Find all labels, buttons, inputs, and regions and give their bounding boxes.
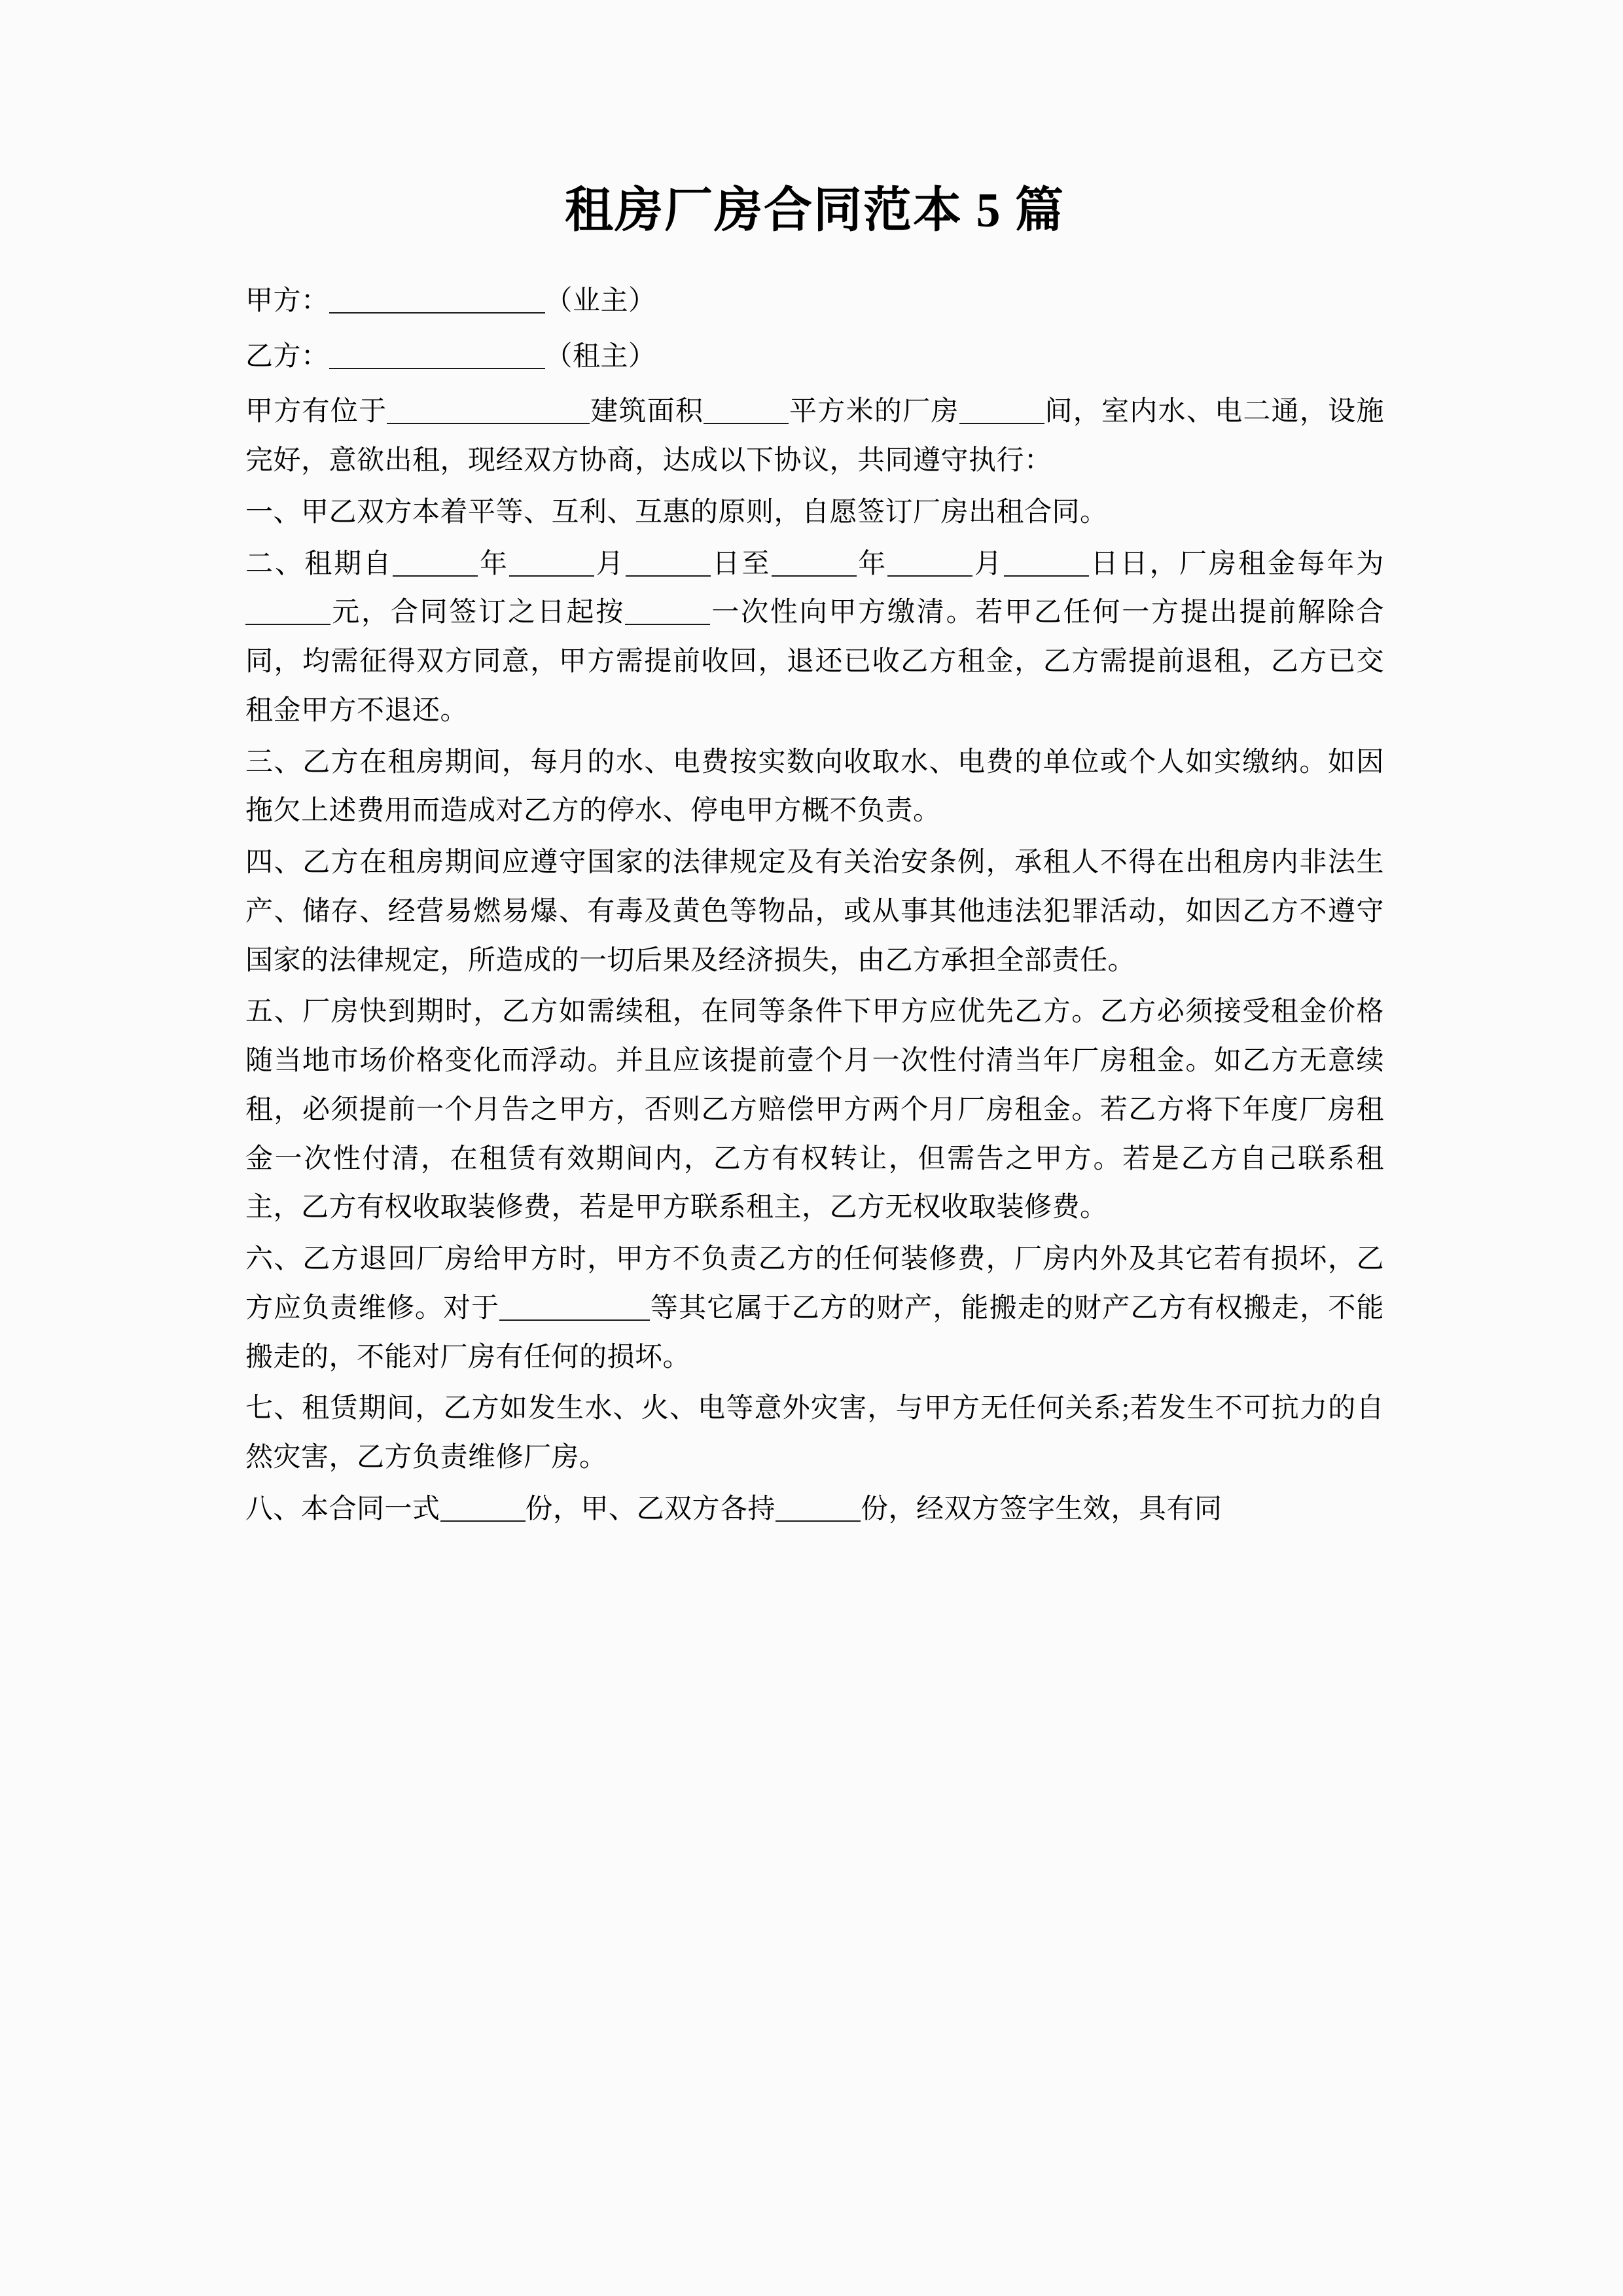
clause-2-part-5: 年 [856,548,888,579]
clause-2-part-4: 日至 [710,548,772,579]
clause-2-blank-start-year[interactable] [393,553,478,577]
clause-6-part-1: 乙方退回厂房给甲方时，甲方不负责乙方的任何装修费，厂房内外及其它若有损坏，乙方应负责维修。对于 [245,1244,1384,1323]
clause-6-part-2: 等其它属于乙方的财产，能搬走的财产乙方有权搬走，不能搬走的，不能对厂房有任何的损坏。 [245,1293,1384,1372]
clause-2-part-7: 日日，厂房租金每年为 [1089,548,1384,579]
clause-5 [245,988,1384,1232]
clause-2-part-9: 一次性向甲方缴清。若甲乙任何一方提出提前解除合同，均需征得双方同意，甲方需提前收回，退还已收乙方租金，乙方需提前退租，乙方已交租金甲方不退还。 [245,598,1384,726]
clause-2-index: 二、 [245,548,305,579]
clause-2-blank-rent-amount[interactable] [245,601,330,625]
clause-1-text: 甲乙双方本着平等、互利、互惠的原则，自愿签订厂房出租合同。 [301,497,1108,528]
clause-8-index: 八、 [245,1494,302,1524]
clause-8-blank-total-copies[interactable] [440,1498,526,1522]
clause-6 [245,1235,1384,1382]
party-line-yifang [245,332,1384,382]
page-title: 租房厂房合同范本 5 篇 [565,184,1065,238]
clause-8-part-2: 份，甲、乙双方各持 [525,1494,776,1524]
clause-7 [245,1384,1384,1482]
clause-2-part-8: 元，合同签订之日起按 [330,598,626,628]
clause-4-index: 四、 [245,848,303,878]
clause-2 [245,540,1384,736]
preamble-blank-rooms[interactable] [959,401,1044,424]
clause-2-part-3: 月 [594,548,626,579]
clause-1-index: 一、 [245,497,302,528]
preamble-blank-address[interactable] [387,401,590,424]
clause-2-part-2: 年 [478,548,510,579]
party-role-jiafang: （业主） [544,285,656,316]
preamble-paragraph [245,387,1384,486]
party-label-yifang: 乙方： [245,341,329,372]
clause-7-text: 租赁期间，乙方如发生水、火、电等意外灾害，与甲方无任何关系;若发生不可抗力的自然灾害，乙方负责维修厂房。 [245,1393,1384,1473]
clause-3-text: 乙方在租房期间，每月的水、电费按实数向收取水、电费的单位或个人如实缴纳。如因拖欠上述费用而造成对乙方的停水、停电甲方概不负责。 [245,747,1384,827]
clause-2-part-1: 租期自 [304,548,393,579]
preamble-seg-1: 甲方有位于 [245,397,387,427]
preamble-seg-3: 平方米的厂房 [789,397,959,427]
clause-2-blank-start-month[interactable] [509,553,594,577]
party-role-yifang: （租主） [544,341,656,372]
clause-2-blank-start-day[interactable] [626,553,711,577]
party-blank-yifang[interactable] [329,346,545,369]
clause-3 [245,738,1384,836]
clause-8-part-1: 本合同一式 [301,1494,440,1524]
party-label-jiafang: 甲方： [245,285,329,316]
preamble-blank-area[interactable] [704,401,789,424]
clause-2-blank-end-year[interactable] [772,553,857,577]
clause-6-index: 六、 [245,1244,303,1275]
clause-2-blank-payment-term[interactable] [625,601,710,625]
clause-1 [245,488,1384,537]
clause-7-index: 七、 [245,1393,302,1424]
clause-2-blank-end-day[interactable] [1004,553,1089,577]
clause-3-index: 三、 [245,747,303,778]
preamble-seg-4: 间，室内水、电二通，设施完好，意欲出租，现经双方协商，达成以下协议，共同遵守执行： [245,397,1384,476]
clause-4-text: 乙方在租房期间应遵守国家的法律规定及有关治安条例，承租人不得在出租房内非法生产、储存、经营易燃易爆、有毒及黄色等物品，或从事其他违法犯罪活动，如因乙方不遵守国家的法律规定，所造成的一切后果及经济损失，由乙方承担全部责任。 [245,848,1384,976]
document-body [245,0,1384,1537]
clause-2-blank-end-month[interactable] [887,553,972,577]
clause-8-blank-each-copies[interactable] [776,1498,861,1522]
party-blank-jiafang[interactable] [329,290,545,314]
party-line-jiafang [245,277,1384,326]
clause-8 [245,1485,1384,1534]
clause-6-blank-property[interactable] [499,1297,650,1321]
clause-2-part-6: 月 [972,548,1004,579]
clause-4 [245,838,1384,985]
preamble-seg-2: 建筑面积 [590,397,704,427]
clause-5-text: 厂房快到期时，乙方如需续租，在同等条件下甲方应优先乙方。乙方必须接受租金价格随当地市场价格变化而浮动。并且应该提前壹个月一次性付清当年厂房租金。如乙方无意续租，必须提前一个月告之甲方，否则乙方赔偿甲方两个月厂房租金。若乙方将下年度厂房租金一次性付清，在租赁有效期间内，乙方有权转让，但需告之甲方。若是乙方自己联系租主，乙方有权收取装修费，若是甲方联系租主，乙方无权收取装修费。 [245,997,1384,1223]
clause-5-index: 五、 [245,997,303,1028]
clause-8-part-3: 份，经双方签字生效，具有同 [861,1494,1222,1524]
